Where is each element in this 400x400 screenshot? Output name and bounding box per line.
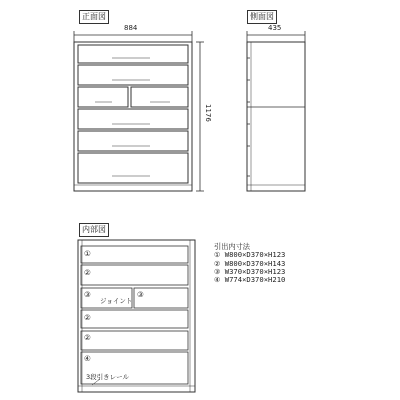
spec-row: ④ W774×D370×H210 <box>214 275 286 285</box>
drawer-mark: ④ <box>84 354 91 363</box>
drawer-mark: ③ <box>137 290 144 299</box>
drawer-mark: ① <box>84 249 91 258</box>
drawer-inner-dimensions <box>214 243 285 284</box>
drawer-mark: ② <box>84 333 91 342</box>
side-view-outline <box>247 31 305 191</box>
inner-view-label: 内部図 <box>79 223 109 237</box>
front-view-label: 正面図 <box>79 10 109 24</box>
side-depth-dimension: 435 <box>268 24 282 32</box>
inner-view-outline <box>78 240 195 392</box>
spec-row: ① W800×D370×H123 <box>214 250 286 260</box>
drawer-mark: ② <box>84 313 91 322</box>
front-width-dimension: 884 <box>124 24 138 32</box>
front-height-dimension: 1176 <box>204 104 212 122</box>
joint-label: ジョイント <box>100 297 133 305</box>
spec-row: ③ W370×D370×H123 <box>214 266 286 276</box>
drawer-mark: ② <box>84 268 91 277</box>
spec-heading: 引出内寸法 <box>214 242 250 251</box>
drawer-mark: ③ <box>84 290 91 299</box>
spec-row: ② W800×D370×H143 <box>214 258 286 268</box>
side-view-label: 側面図 <box>247 10 277 24</box>
rail-label: 3段引きレール <box>86 373 130 381</box>
front-view-outline <box>74 31 204 191</box>
